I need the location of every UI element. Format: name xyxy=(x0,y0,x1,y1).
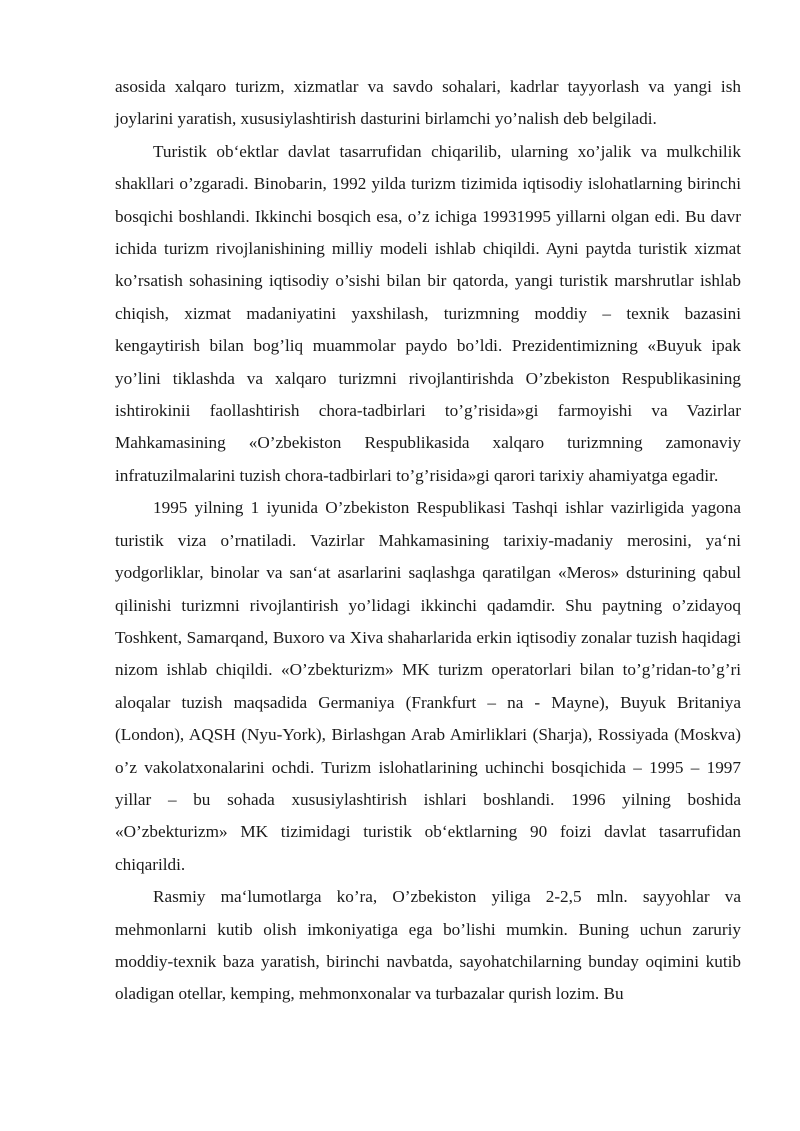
paragraph-continuation: asosida xalqaro turizm, xizmatlar va savdo sohalari, kadrlar tayyorlash va yangi ish joylarini yaratish, xususiylashtirish dasturini birlamchi yo’nalish deb belgiladi. xyxy=(115,77,741,129)
paragraph-tourist-visa: 1995 yilning 1 iyunida O’zbekiston Respublikasi Tashqi ishlar vazirligida yagona turistik viza o’rnatiladi. Vazirlar Mahkamasining tarixiy-madaniy merosini, ya‘ni yodgorliklar, binolar va san‘at asarlarini saqlashga qaratilgan «Meros» dsturining qabul qilinishi turizmni rivojlantirish yo’lidagi ikkinchi qadamdir. Shu paytning o’zidayoq Toshkent, Samarqand, Buxoro va Xiva shaharlarida erkin iqtisodiy zonalar tuzish haqidagi nizom ishlab chiqildi. «O’zbekturizm» MK turizm operatorlari bilan to’g’ridan-to’g’ri aloqalar tuzish maqsadida Germaniya (Frankfurt – na - Mayne), Buyuk Britaniya (London), AQSH (Nyu-York), Birlashgan Arab Amirliklari (Sharja), Rossiyada (Moskva) o’z vakolatxonalarini ochdi. Turizm islohatlarining uchinchi bosqichida – 1995 – 1997 yillar – bu sohada xususiylashtirish ishlari boshlandi. 1996 yilning boshida «O’zbekturizm» MK tizimidagi turistik ob‘ektlarning 90 foizi davlat tasarrufidan chiqarildi. xyxy=(115,498,741,874)
paragraph-privatization-stages: Turistik ob‘ektlar davlat tasarrufidan chiqarilib, ularning xo’jalik va mulkchilik shakllari o’zgaradi. Binobarin, 1992 yilda turizm tizimida iqtisodiy islohatlarning birinchi bosqichi boshlandi. Ikkinchi bosqich esa, o’z ichiga 19931995 yillarni olgan edi. Bu davr ichida turizm rivojlanishining milliy modeli ishlab chiqildi. Ayni paytda turistik xizmat ko’rsatish sohasining iqtisodiy o’sishi bilan bir qatorda, yangi turistik marshrutlar ishlab chiqish, xizmat madaniyatini yaxshilash, turizmning moddiy – texnik bazasini kengaytirish bilan bog’liq muammolar paydo bo’ldi. Prezidentimizning «Buyuk ipak yo’lini tiklashda va xalqaro turizmni rivojlantirishda O’zbekiston Respublikasining ishtirokinii faollashtirish chora-tadbirlari to’g’risida»gi farmoyishi va Vazirlar Mahkamasining «O’zbekiston Respublikasida xalqaro turizmning zamonaviy infratuzilmalarini tuzish chora-tadbirlari to’g’risida»gi qarori tarixiy ahamiyatga egadir. xyxy=(115,141,741,485)
body-text xyxy=(115,71,741,1011)
paragraph-official-data: Rasmiy ma‘lumotlarga ko’ra, O’zbekiston yiliga 2-2,5 mln. sayyohlar va mehmonlarni kutib olish imkoniyatiga ega bo’lishi mumkin. Buning uchun zaruriy moddiy-texnik baza yaratish, birinchi navbatda, sayohatchilarning bunday oqimini kutib oladigan otellar, kemping, mehmonxonalar va turbazalar qurish lozim. Bu xyxy=(115,887,741,1004)
